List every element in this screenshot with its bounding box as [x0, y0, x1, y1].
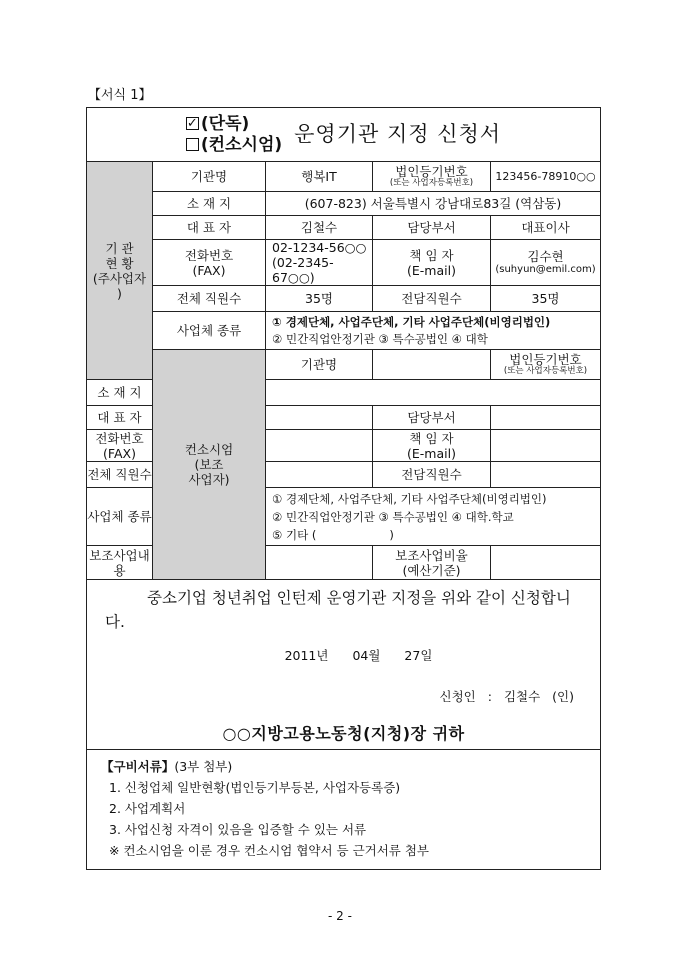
- c-dept-value[interactable]: [491, 406, 601, 430]
- form-label: 【서식 1】: [88, 88, 152, 103]
- c-address-value[interactable]: [266, 380, 601, 406]
- c-staff-value[interactable]: [266, 462, 373, 488]
- option-single[interactable]: ✓(단독): [186, 114, 282, 135]
- c-staff-label: 전체 직원수: [87, 462, 153, 488]
- c-type-options[interactable]: ① 경제단체, 사업주단체, 기타 사업주단체(비영리법인) ② 민간직업안정기관 ③ 특수공법인 ④ 대학.학교 ⑤ 기타 ( ): [266, 488, 601, 546]
- c-sub-content-value[interactable]: [266, 546, 373, 580]
- unchecked-box-icon[interactable]: [186, 138, 199, 151]
- dedicated-value[interactable]: 35명: [491, 286, 601, 312]
- address-value[interactable]: (607-823) 서울특별시 강남대로83길 (역삼동): [266, 192, 601, 216]
- documents-heading: 【구비서류】(3부 첨부): [101, 759, 233, 775]
- c-sub-ratio-label: 보조사업비율 (예산기준): [373, 546, 491, 580]
- c-sub-ratio-value[interactable]: [491, 546, 601, 580]
- dept-value[interactable]: 대표이사: [491, 216, 601, 240]
- phone-value[interactable]: 02-1234-56○○ (02-2345-67○○): [266, 240, 373, 286]
- document-item: 1. 신청업체 일반현황(법인등기부등본, 사업자등록증): [109, 780, 401, 796]
- rep-value[interactable]: 김철수: [266, 216, 373, 240]
- applicant-line: 신청인 : 김철수 (인): [439, 689, 574, 704]
- required-documents: [87, 750, 601, 870]
- c-dedicated-value[interactable]: [491, 462, 601, 488]
- application-date: 2011년 04월 27일: [284, 648, 433, 663]
- type-label: 사업체 종류: [153, 312, 266, 350]
- staff-label: 전체 직원수: [153, 286, 266, 312]
- rep-label: 대 표 자: [153, 216, 266, 240]
- org-name-label: 기관명: [153, 162, 266, 192]
- type-options[interactable]: ① 경제단체, 사업주단체, 기타 사업주단체(비영리법인) ② 민간직업안정기관 ③ 특수공법인 ④ 대학: [266, 312, 601, 350]
- option-consortium[interactable]: (컨소시엄): [186, 135, 282, 156]
- phone-label: 전화번호 (FAX): [153, 240, 266, 286]
- c-dept-label: 담당부서: [373, 406, 491, 430]
- c-org-name-value[interactable]: [373, 350, 491, 380]
- org-name-value[interactable]: 행복IT: [266, 162, 373, 192]
- statement-text: 중소기업 청년취업 인턴제 운영기관 지정을 위와 같이 신청합니다.: [105, 589, 571, 631]
- page-number: - 2 -: [328, 909, 352, 923]
- address-label: 소 재 지: [153, 192, 266, 216]
- checked-box-icon[interactable]: [186, 117, 199, 130]
- recipient: ○○지방고용노동청(지청)장 귀하: [222, 724, 465, 743]
- c-rep-value[interactable]: [266, 406, 373, 430]
- form-title-cell: [87, 108, 601, 162]
- form-title: 운영기관 지정 신청서: [294, 121, 502, 146]
- manager-label: 책 임 자 (E-mail): [373, 240, 491, 286]
- c-org-name-label: 기관명: [266, 350, 373, 380]
- c-type-label: 사업체 종류: [87, 488, 153, 546]
- host-section-label: 기 관 현 황 (주사업자 ): [87, 162, 153, 380]
- c-address-label: 소 재 지: [87, 380, 153, 406]
- dept-label: 담당부서: [373, 216, 491, 240]
- c-phone-value[interactable]: [266, 430, 373, 462]
- dedicated-label: 전담직원수: [373, 286, 491, 312]
- c-sub-content-label: 보조사업내용: [87, 546, 153, 580]
- manager-value[interactable]: 김수현 (suhyun@emil.com): [491, 240, 601, 286]
- reg-no-value[interactable]: 123456-78910○○: [491, 162, 601, 192]
- document-item: 2. 사업계획서: [109, 801, 186, 817]
- c-phone-label: 전화번호 (FAX): [87, 430, 153, 462]
- c-dedicated-label: 전담직원수: [373, 462, 491, 488]
- application-form-table: [86, 107, 601, 870]
- consortium-section-label: 컨소시엄 (보조 사업자): [153, 350, 266, 580]
- staff-value[interactable]: 35명: [266, 286, 373, 312]
- c-manager-value[interactable]: [491, 430, 601, 462]
- reg-no-label: 법인등기번호 (또는 사업자등록번호): [373, 162, 491, 192]
- document-item: 3. 사업신청 자격이 있음을 입증할 수 있는 서류: [109, 822, 367, 838]
- c-rep-label: 대 표 자: [87, 406, 153, 430]
- c-manager-label: 책 임 자 (E-mail): [373, 430, 491, 462]
- c-reg-no-label: 법인등기번호 (또는 사업자등록번호): [491, 350, 601, 380]
- statement-block: [87, 580, 601, 750]
- documents-note: ※ 컨소시엄을 이룬 경우 컨소시엄 협약서 등 근거서류 첨부: [109, 843, 429, 859]
